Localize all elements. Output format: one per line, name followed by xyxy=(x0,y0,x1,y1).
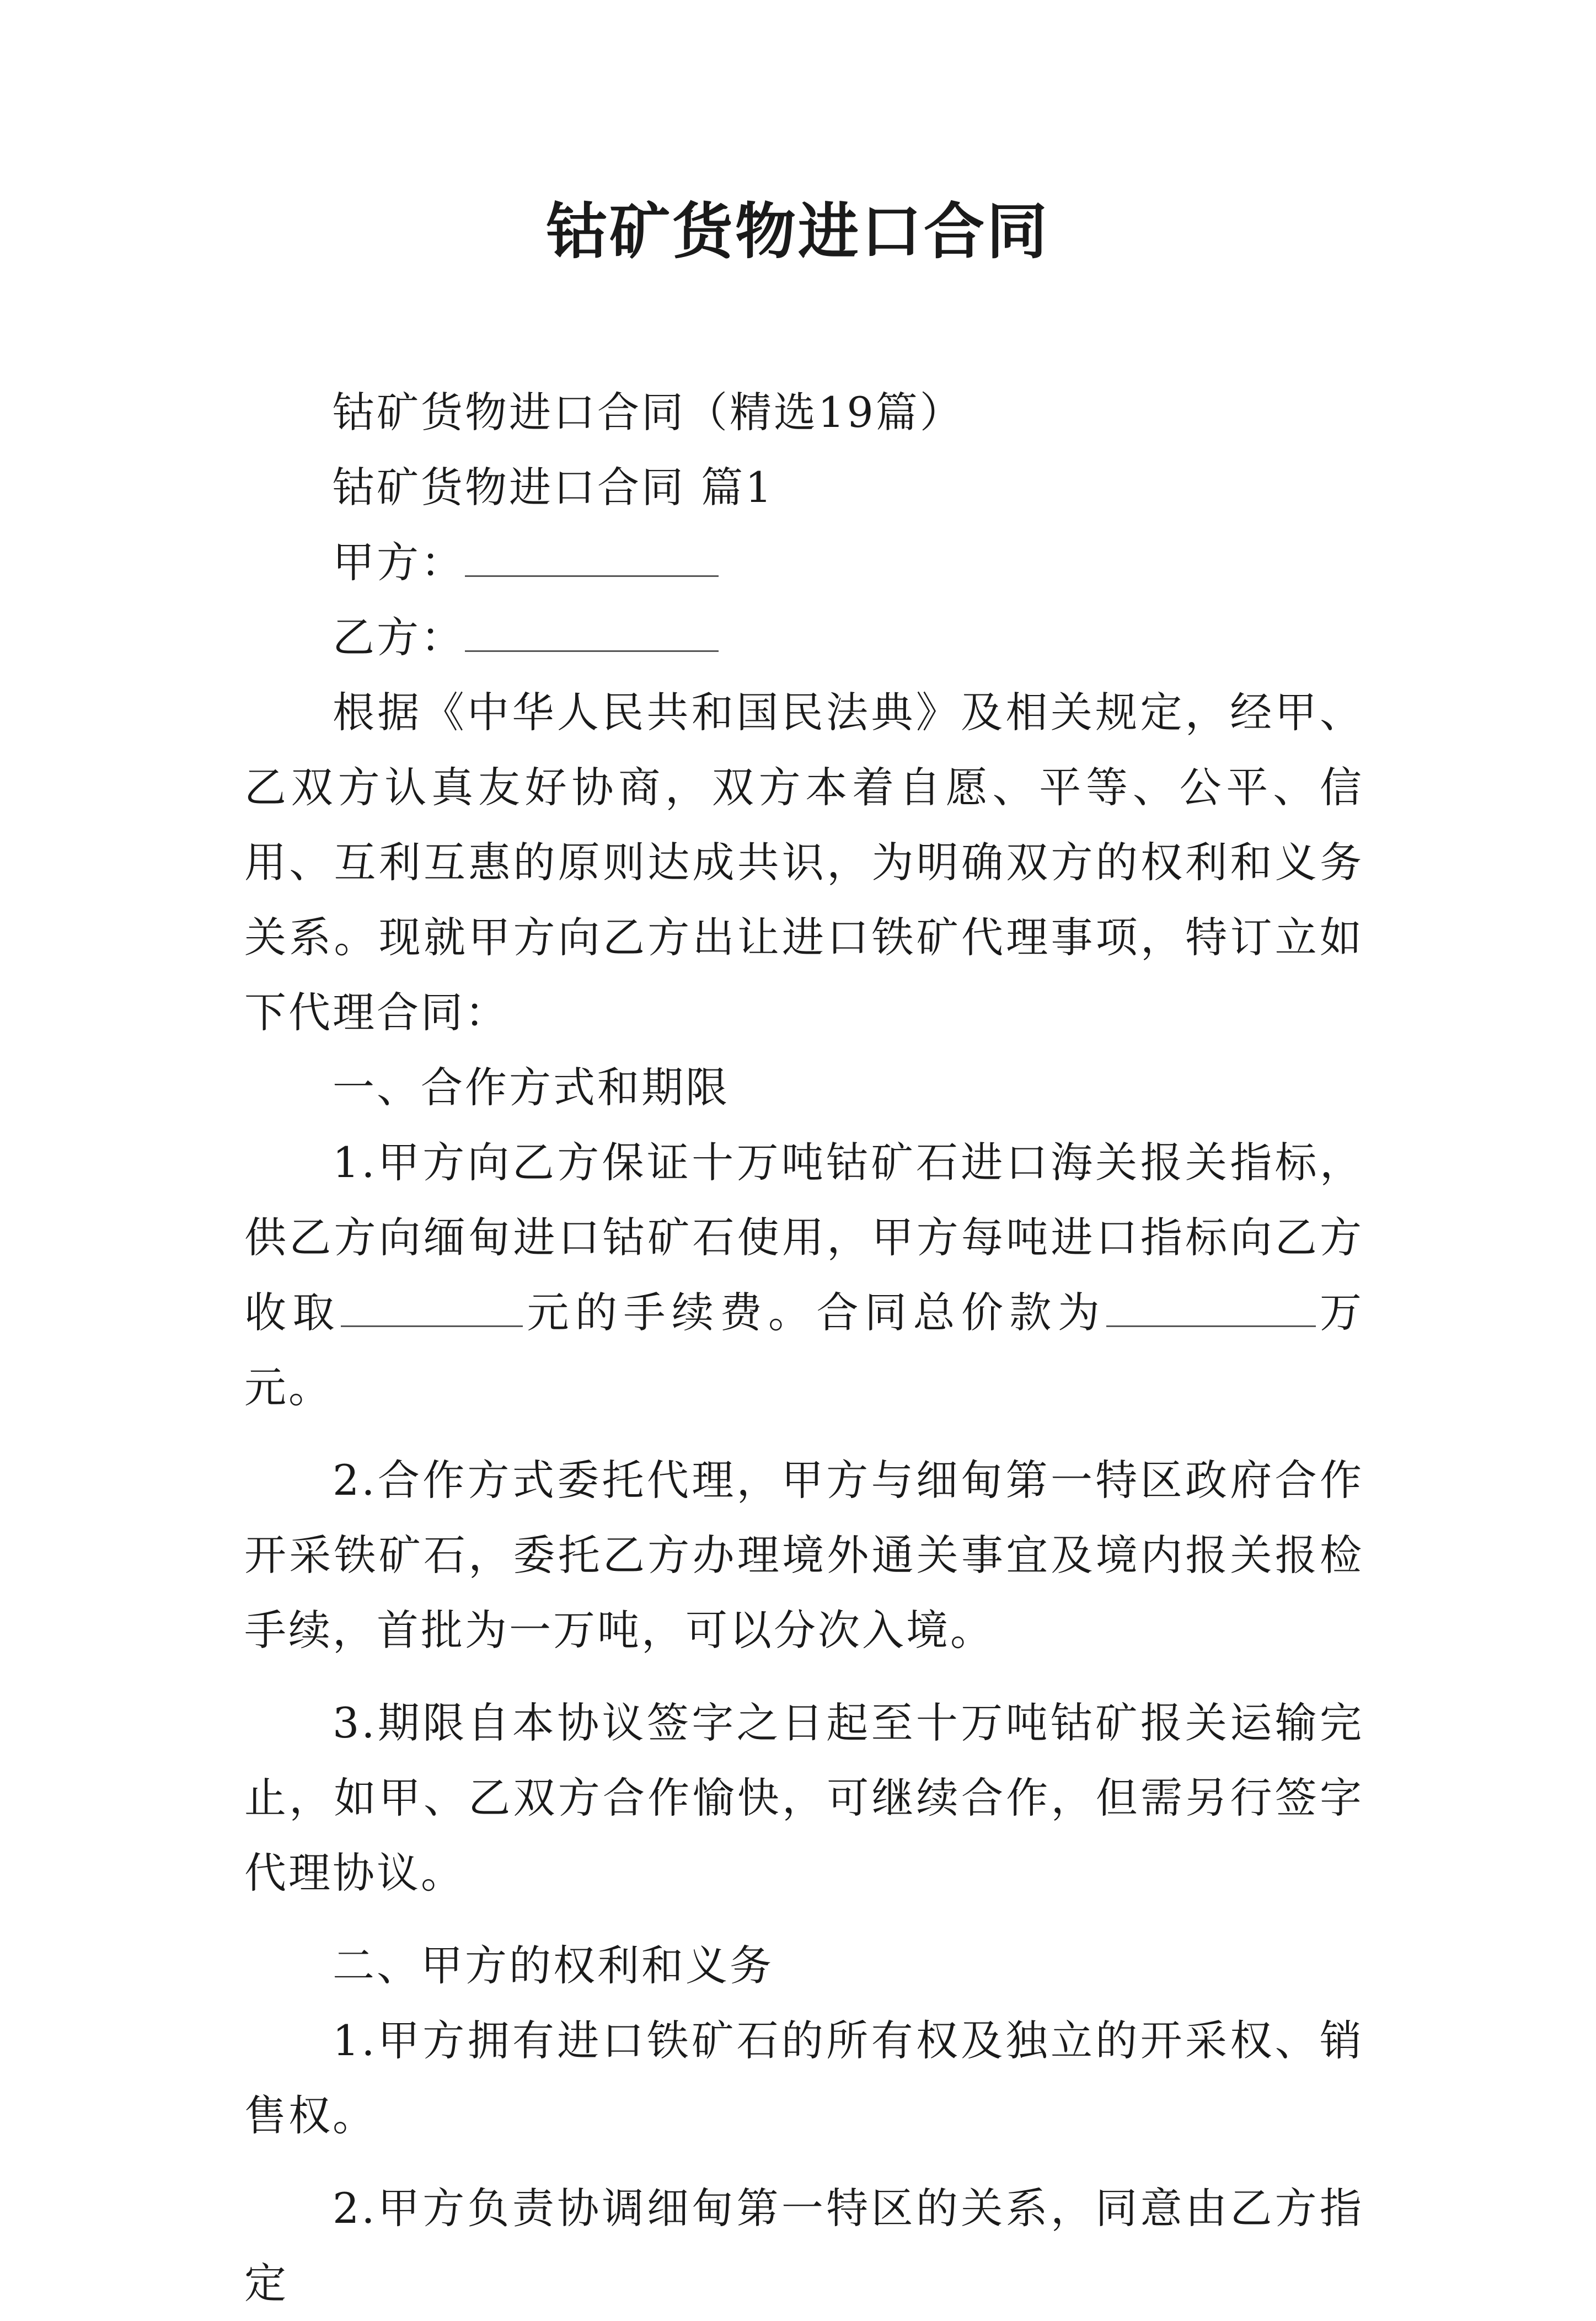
party-b-line xyxy=(244,600,1364,675)
fee-blank[interactable] xyxy=(341,1288,523,1327)
party-b-label: 乙方： xyxy=(333,613,465,662)
party-a-line xyxy=(244,525,1364,600)
item-1-3: 3.期限自本协议签字之日起至十万吨钴矿报关运输完止，如甲、乙双方合作愉快，可继续合作，但需另行签字代理协议。 xyxy=(244,1698,1364,1897)
item-1-2: 2.合作方式委托代理，甲方与细甸第一特区政府合作开采铁矿石，委托乙方办理境外通关事宜及境内报关报检手续，首批为一万吨，可以分次入境。 xyxy=(244,1456,1364,1655)
item-1-1-text-c: 万元。 xyxy=(244,1288,1364,1412)
party-a-blank[interactable] xyxy=(465,538,719,577)
section-heading: 钴矿货物进口合同 篇1 xyxy=(333,463,774,512)
heading-cooperation: 一、合作方式和期限 xyxy=(333,1063,730,1112)
item-1-1-text-a: 1.甲方向乙方保证十万吨钴矿石进口海关报关指标，供乙方向缅甸进口钴矿石使用，甲方每吨进口指标向乙方收取 xyxy=(244,1138,1364,1337)
document-title: 钴矿货物进口合同 xyxy=(547,196,1049,267)
party-b-blank[interactable] xyxy=(465,613,719,652)
item-1-1-text-b: 元的手续费。合同总价款为 xyxy=(523,1288,1106,1337)
item-2-1: 1.甲方拥有进口铁矿石的所有权及独立的开采权、销售权。 xyxy=(244,2016,1364,2140)
item-1-1 xyxy=(244,1125,1364,1425)
intro-paragraph: 根据《中华人民共和国民法典》及相关规定，经甲、乙双方认真友好协商，双方本着自愿、平等、公平、信用、互利互惠的原则达成共识，为明确双方的权利和义务关系。现就甲方向乙方出让进口铁矿代理事项，特订立如下代理合同： xyxy=(244,688,1364,1037)
total-price-blank[interactable] xyxy=(1106,1288,1316,1327)
party-a-label: 甲方： xyxy=(333,538,465,587)
document-body xyxy=(244,375,1364,2321)
subtitle: 钴矿货物进口合同（精选19篇） xyxy=(333,388,964,437)
heading-party-a-rights: 二、甲方的权利和义务 xyxy=(333,1941,774,1990)
item-2-2: 2.甲方负责协调细甸第一特区的关系，同意由乙方指定 xyxy=(244,2184,1364,2308)
